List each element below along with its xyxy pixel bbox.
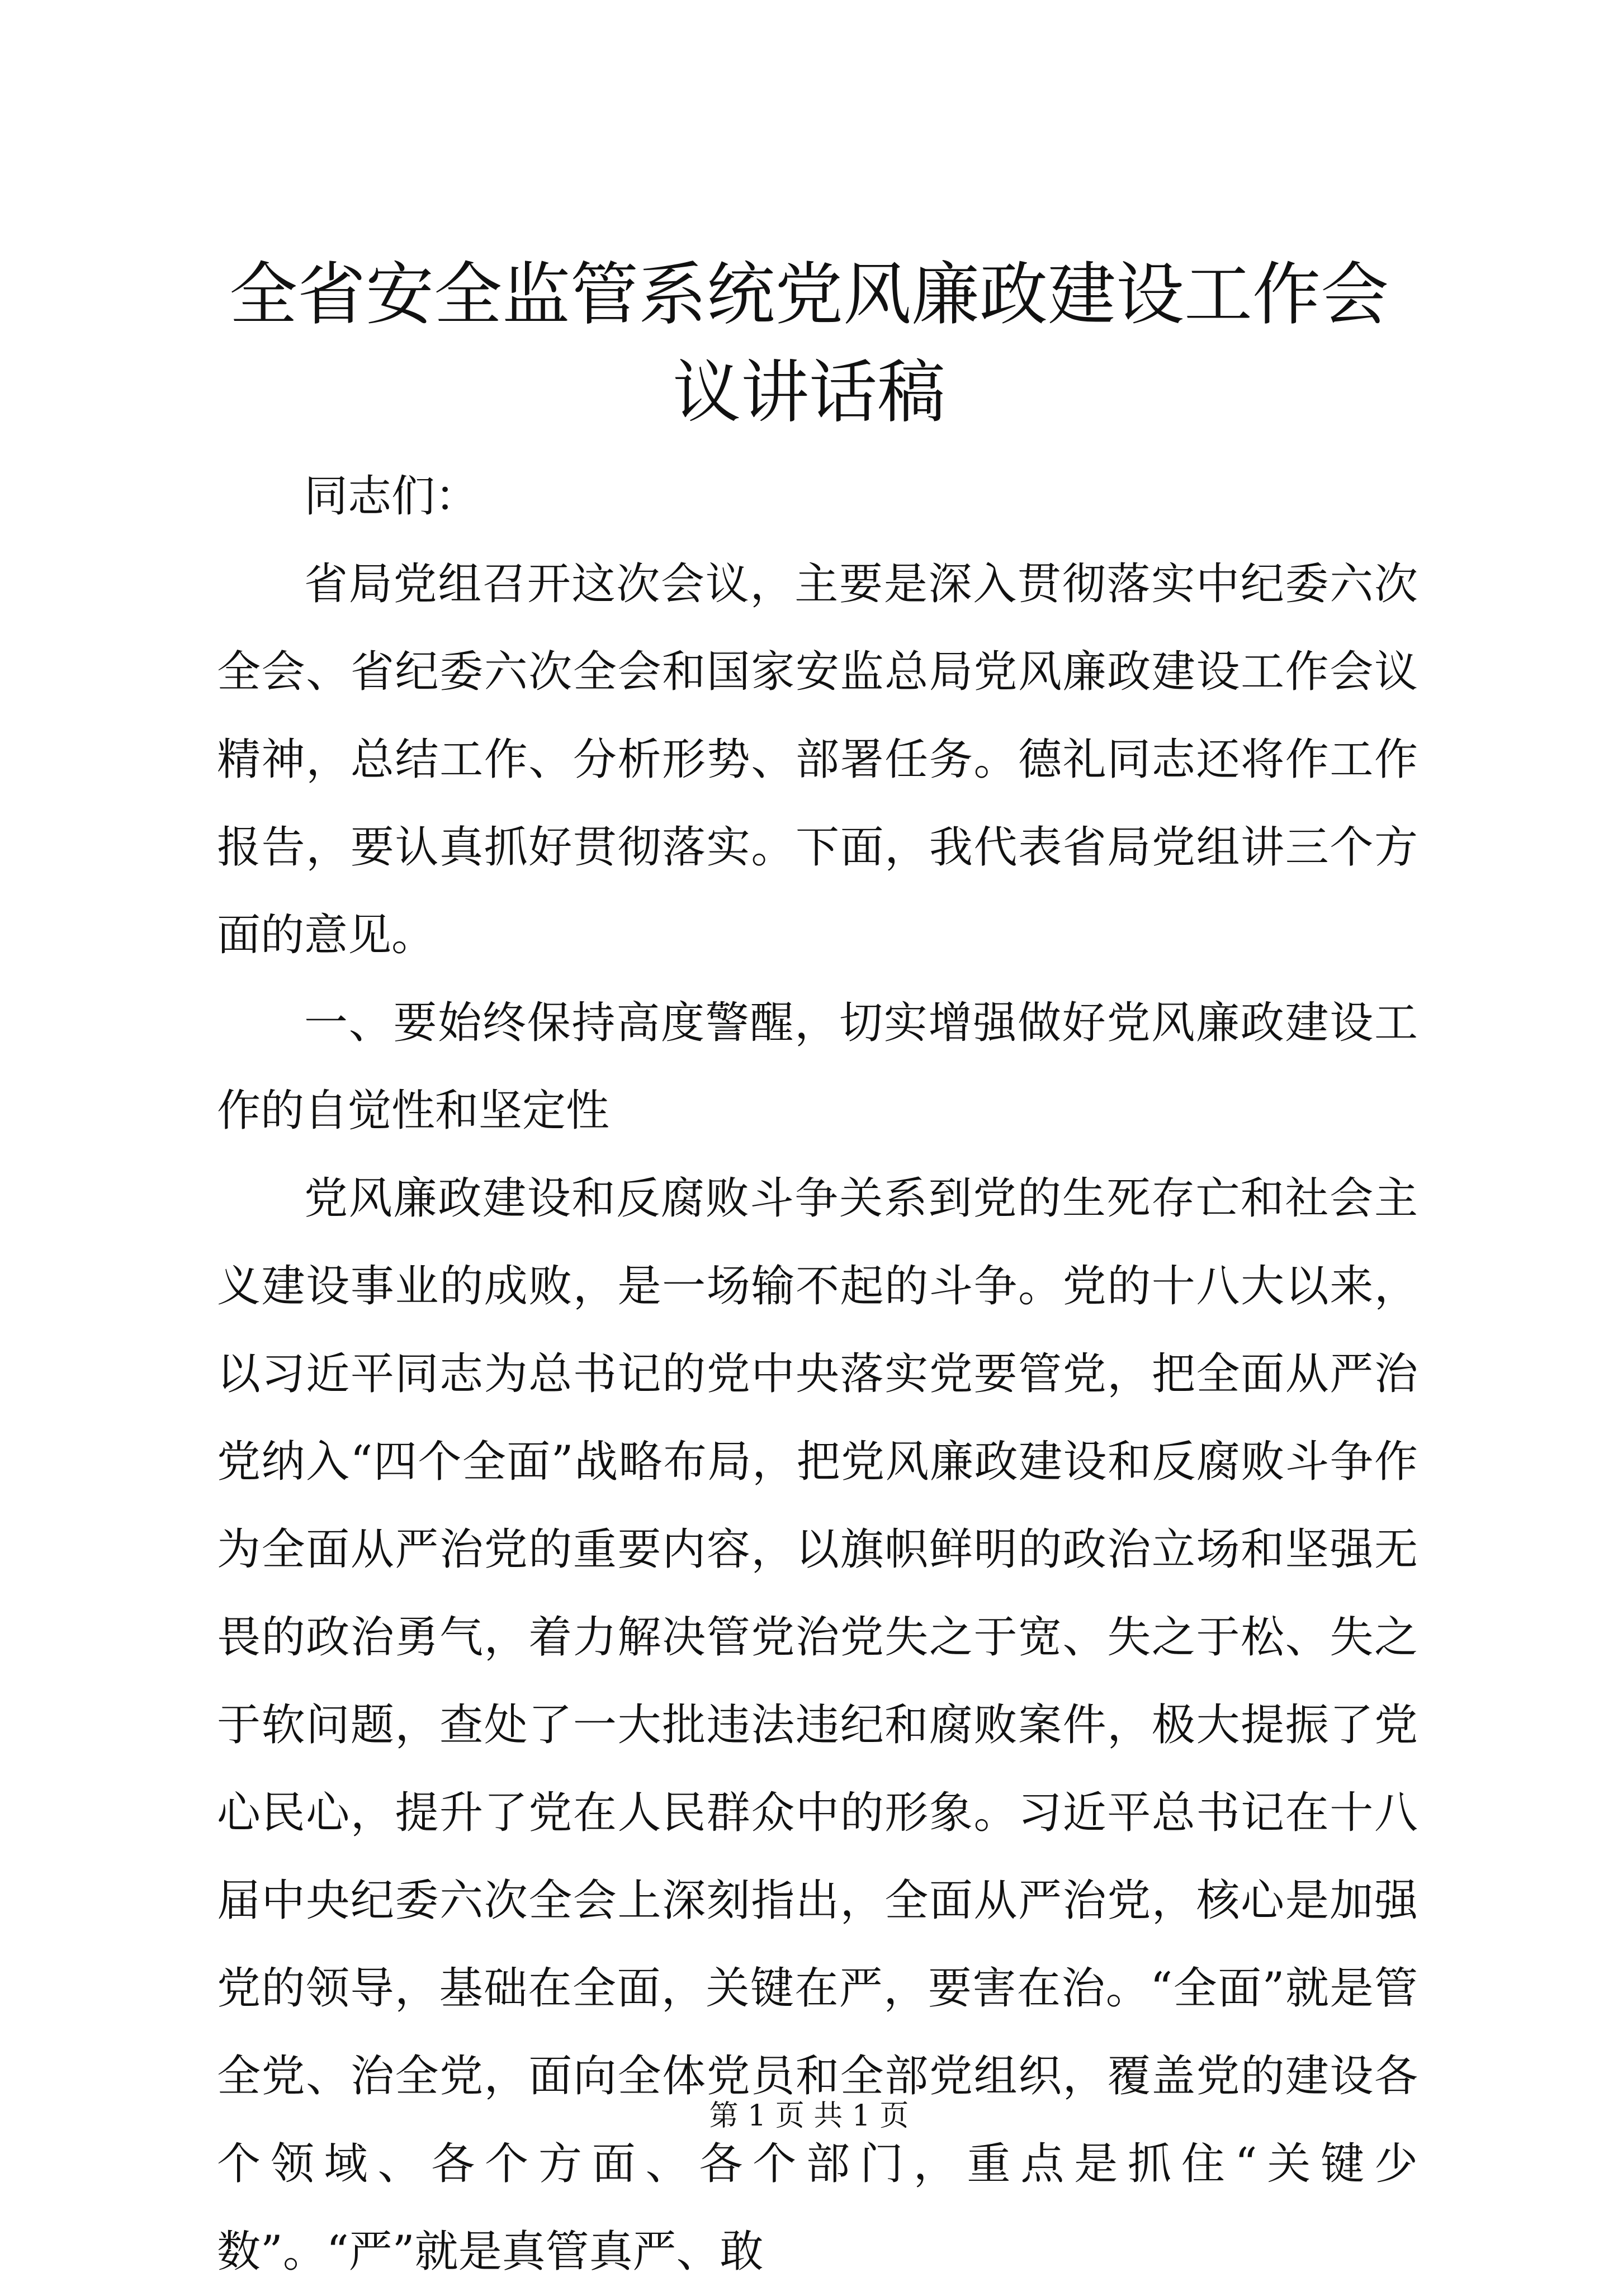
document-title: 全省安全监管系统党风廉政建设工作会议讲话稿 (229, 255, 1389, 432)
document-body (217, 453, 1418, 2296)
salutation: 同志们： (304, 471, 479, 522)
page-footer: 第 1 页 共 1 页 (709, 2099, 909, 2133)
paragraph-body: 党风廉政建设和反腐败斗争关系到党的生死存亡和社会主义建设事业的成败，是一场输不起的斗争。党的十八大以来，以习近平同志为总书记的党中央落实党要管党，把全面从严治党纳入“四个全面”战略布局，把党风廉政建设和反腐败斗争作为全面从严治党的重要内容，以旗帜鲜明的政治立场和坚强无畏的政治勇气，着力解决管党治党失之于宽、失之于松、失之于软问题，查处了一大批违法违纪和腐败案件，极大提振了党心民心，提升了党在人民群众中的形象。习近平总书记在十八届中央纪委六次全会上深刻指出，全面从严治党，核心是加强党的领导，基础在全面，关键在严，要害在治。“全面”就是管全党、治全党，面向全体党员和全部党组织，覆盖党的建设各个领域、各个方面、各个部门，重点是抓住“关键少数”。“严”就是真管真严、敢 (217, 1173, 1418, 2277)
section-heading-1: 一、要始终保持高度警醒，切实增强做好党风廉政建设工作的自觉性和坚定性 (217, 998, 1418, 1136)
paragraph-intro: 省局党组召开这次会议，主要是深入贯彻落实中纪委六次全会、省纪委六次全会和国家安监总局党风廉政建设工作会议精神，总结工作、分析形势、部署任务。德礼同志还将作工作报告，要认真抓好贯彻落实。下面，我代表省局党组讲三个方面的意见。 (217, 559, 1418, 960)
